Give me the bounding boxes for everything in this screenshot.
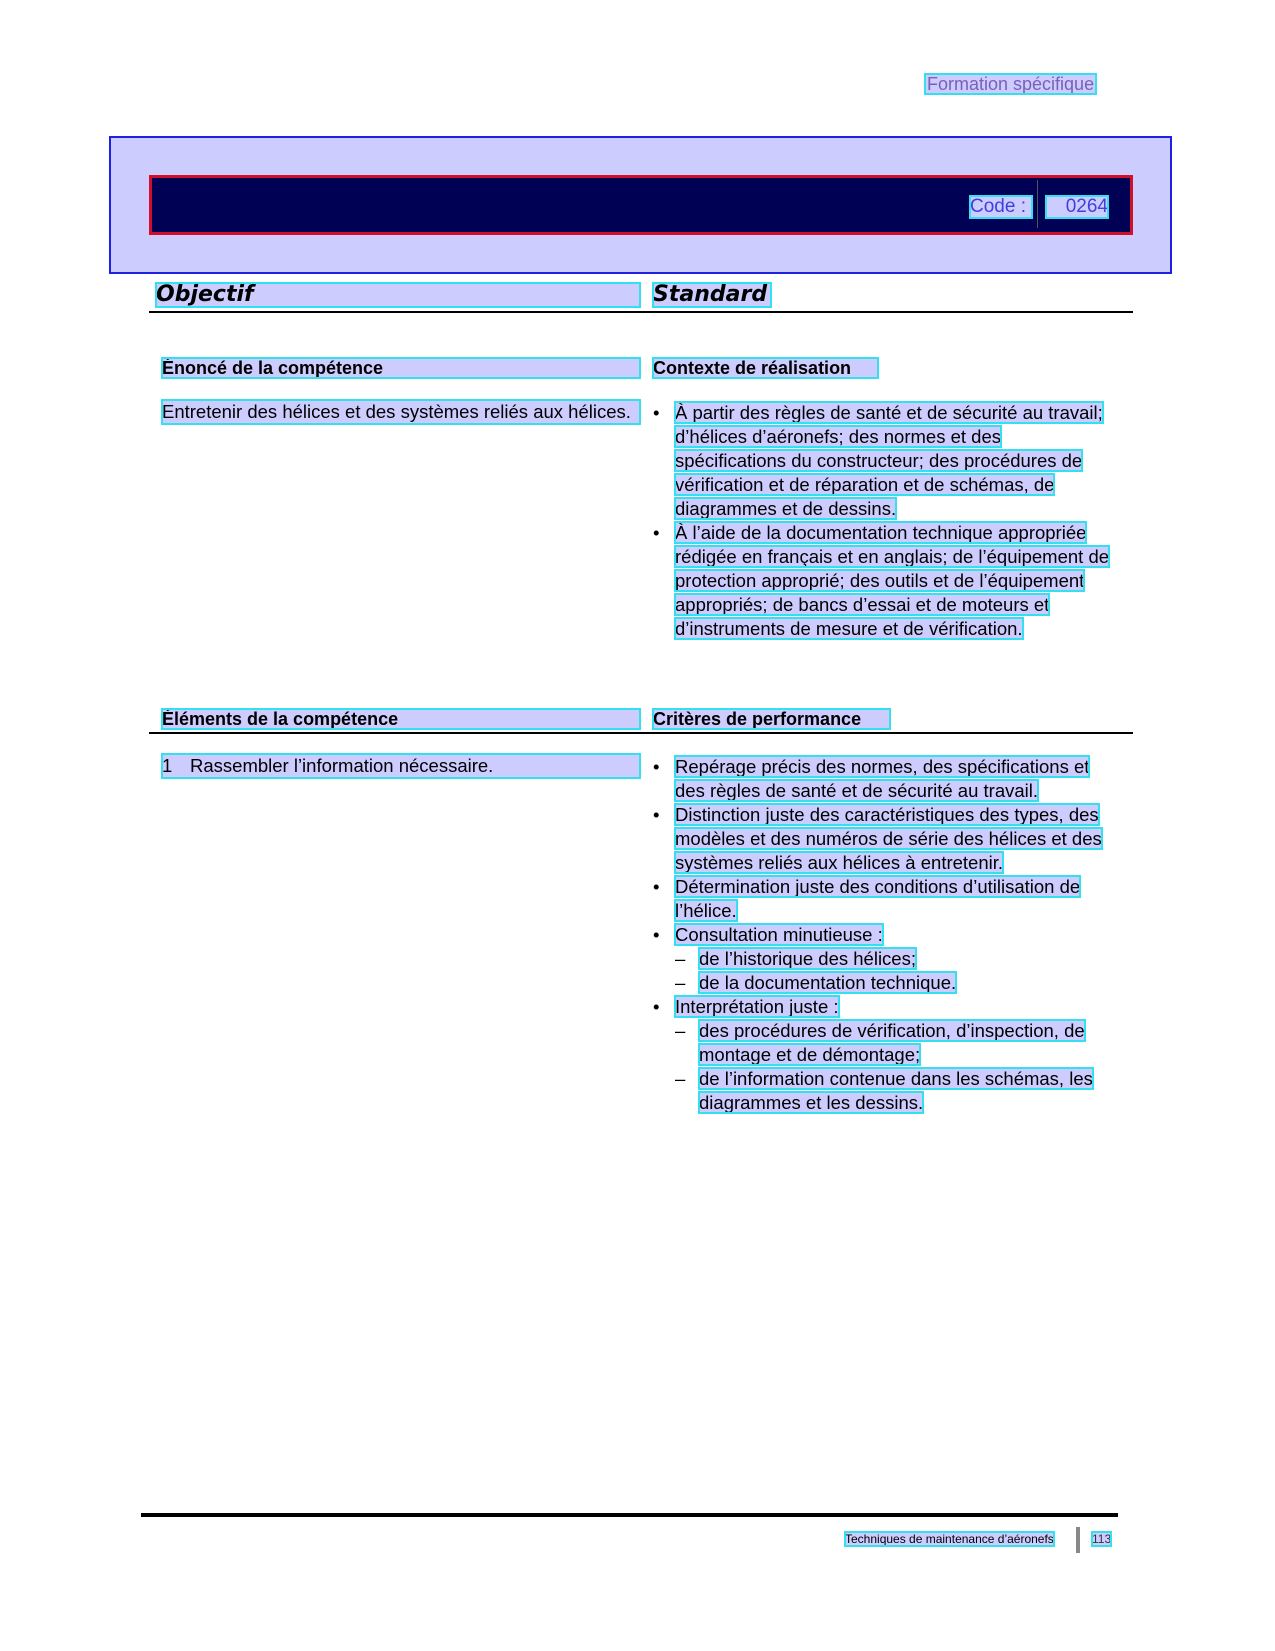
enonce-text: Entretenir des hélices et des systèmes reliés aux hélices. bbox=[162, 400, 640, 424]
contexte-item-text: À l’aide de la documentation technique appropriée rédigée en français et en anglais; de l’équipement de protection approprié; des outils et de l’équipement appropriés; de bancs d’essai et de moteurs et d’instruments de mesure et de vérification. bbox=[675, 522, 1110, 639]
dash-icon: – bbox=[675, 1020, 686, 1041]
bullet-icon: • bbox=[653, 402, 660, 423]
list-item bbox=[653, 923, 1113, 947]
footer-program-title: Techniques de maintenance d’aéronefs bbox=[845, 1532, 1054, 1546]
list-item bbox=[653, 803, 1113, 875]
list-item bbox=[653, 995, 1113, 1019]
footer-rule bbox=[141, 1513, 1118, 1517]
dash-icon: – bbox=[675, 972, 686, 993]
bullet-icon: • bbox=[653, 522, 660, 543]
critere-subitem-text: de la documentation technique. bbox=[699, 972, 957, 993]
criteres-heading: Critères de performance bbox=[653, 709, 890, 729]
page-number: 113 bbox=[1092, 1532, 1112, 1546]
critere-subitem-text: de l’information contenue dans les schémas, les diagrammes et les dessins. bbox=[699, 1068, 1093, 1113]
bullet-icon: • bbox=[653, 996, 660, 1017]
dash-icon: – bbox=[675, 948, 686, 969]
list-item bbox=[653, 755, 1113, 803]
sub-list-item bbox=[675, 1019, 1113, 1067]
bullet-icon: • bbox=[653, 804, 660, 825]
element-number: 1 bbox=[162, 755, 173, 776]
critere-subitem-text: des procédures de vérification, d’inspection, de montage et de démontage; bbox=[699, 1020, 1085, 1065]
elements-heading: Éléments de la compétence bbox=[162, 709, 640, 729]
list-item bbox=[653, 521, 1113, 641]
critere-text: Distinction juste des caractéristiques des types, des modèles et des numéros de série des hélices et des systèmes reliés aux hélices à entretenir. bbox=[675, 804, 1102, 873]
criteres-list bbox=[653, 755, 1113, 1115]
section-rule bbox=[149, 732, 1133, 734]
list-item bbox=[653, 875, 1113, 923]
column-title-objectif: Objectif bbox=[156, 283, 640, 307]
bullet-icon: • bbox=[653, 876, 660, 897]
code-label: Code : bbox=[970, 196, 1032, 218]
dash-icon: – bbox=[675, 1068, 686, 1089]
element-item bbox=[162, 754, 640, 778]
header-rule bbox=[149, 311, 1133, 313]
list-item bbox=[653, 401, 1113, 521]
section-label: Formation spécifique bbox=[927, 74, 1095, 94]
critere-text: Détermination juste des conditions d’utilisation de l’hélice. bbox=[675, 876, 1081, 921]
bullet-icon: • bbox=[653, 756, 660, 777]
contexte-list bbox=[653, 401, 1113, 641]
contexte-item-text: À partir des règles de santé et de sécurité au travail; d’hélices d’aéronefs; des normes et des spécifications du constructeur; des procédures de vérification et de réparation et de schémas, de diagrammes et de dessins. bbox=[675, 402, 1103, 519]
bullet-icon: • bbox=[653, 924, 660, 945]
enonce-heading: Énoncé de la compétence bbox=[162, 358, 640, 378]
element-text: Rassembler l’information nécessaire. bbox=[190, 755, 494, 776]
column-title-standard: Standard bbox=[653, 283, 771, 307]
sub-list-item bbox=[675, 947, 1113, 971]
competency-code bbox=[970, 196, 1108, 218]
code-value: 0264 bbox=[1046, 196, 1108, 218]
critere-text: Consultation minutieuse : bbox=[675, 924, 883, 945]
footer-separator bbox=[1076, 1527, 1080, 1553]
critere-subitem-text: de l’historique des hélices; bbox=[699, 948, 916, 969]
contexte-heading: Contexte de réalisation bbox=[653, 358, 878, 378]
critere-text: Repérage précis des normes, des spécifications et des règles de santé et de sécurité au travail. bbox=[675, 756, 1090, 801]
sub-list-item bbox=[675, 971, 1113, 995]
sub-list-item bbox=[675, 1067, 1113, 1115]
critere-text: Interprétation juste : bbox=[675, 996, 839, 1017]
